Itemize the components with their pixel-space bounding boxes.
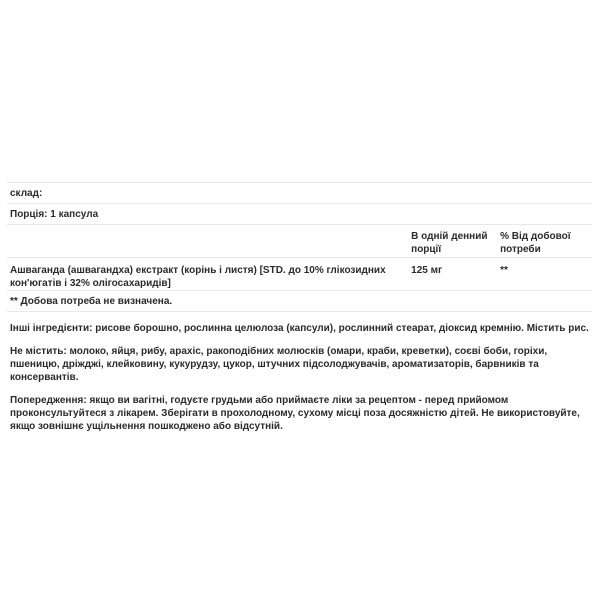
ingredient-amount: 125 мг	[411, 265, 443, 276]
other-ingredients-text: Інші інгредієнти: рисове борошно, рослинна целюлоза (капсули), рослинний стеарат, діоксид кремнію. Містить рис.	[10, 323, 589, 334]
ingredient-daily-value: **	[500, 265, 508, 276]
daily-value-footnote: ** Добова потреба не визначена.	[10, 296, 173, 307]
product-notes	[10, 322, 595, 443]
column-header-name	[10, 230, 411, 257]
column-header-amount: В одній денний порції	[411, 231, 488, 255]
column-header-daily-value: % Від добової потреби	[500, 231, 571, 255]
supplement-facts-table	[7, 182, 592, 312]
table-row	[7, 257, 592, 290]
serving-size-row	[7, 203, 592, 224]
ingredient-name: Ашваганда (ашвагандха) екстракт (корінь і листя) [STD. до 10% глікозидних кон'югатів і 32% олігосахаридів]	[10, 265, 386, 289]
footnote-row	[7, 290, 592, 312]
table-header-row	[7, 224, 592, 257]
facts-title: склад:	[10, 188, 43, 199]
does-not-contain-text: Не містить: молоко, яйця, рибу, арахіс, ракоподібних молюсків (омари, краби, креветки), соєві боби, горіхи, пшеницю, дріжджі, клейковину, кукурудзу, цукор, штучних підсолоджувачів, ароматизаторів, барвників та консервантів.	[10, 346, 548, 383]
serving-size: Порція: 1 капсула	[10, 209, 99, 220]
facts-title-row	[7, 182, 592, 203]
warning-text: Попередження: якщо ви вагітні, годуєте грудьми або приймаєте ліки за рецептом - перед прийомом проконсультуйтеся з лікарем. Зберігати в прохолодному, сухому місці поза досяжністю дітей. Не використовуйте, якщо зовнішнє ущільнення пошкоджено або відсутній.	[10, 395, 580, 432]
